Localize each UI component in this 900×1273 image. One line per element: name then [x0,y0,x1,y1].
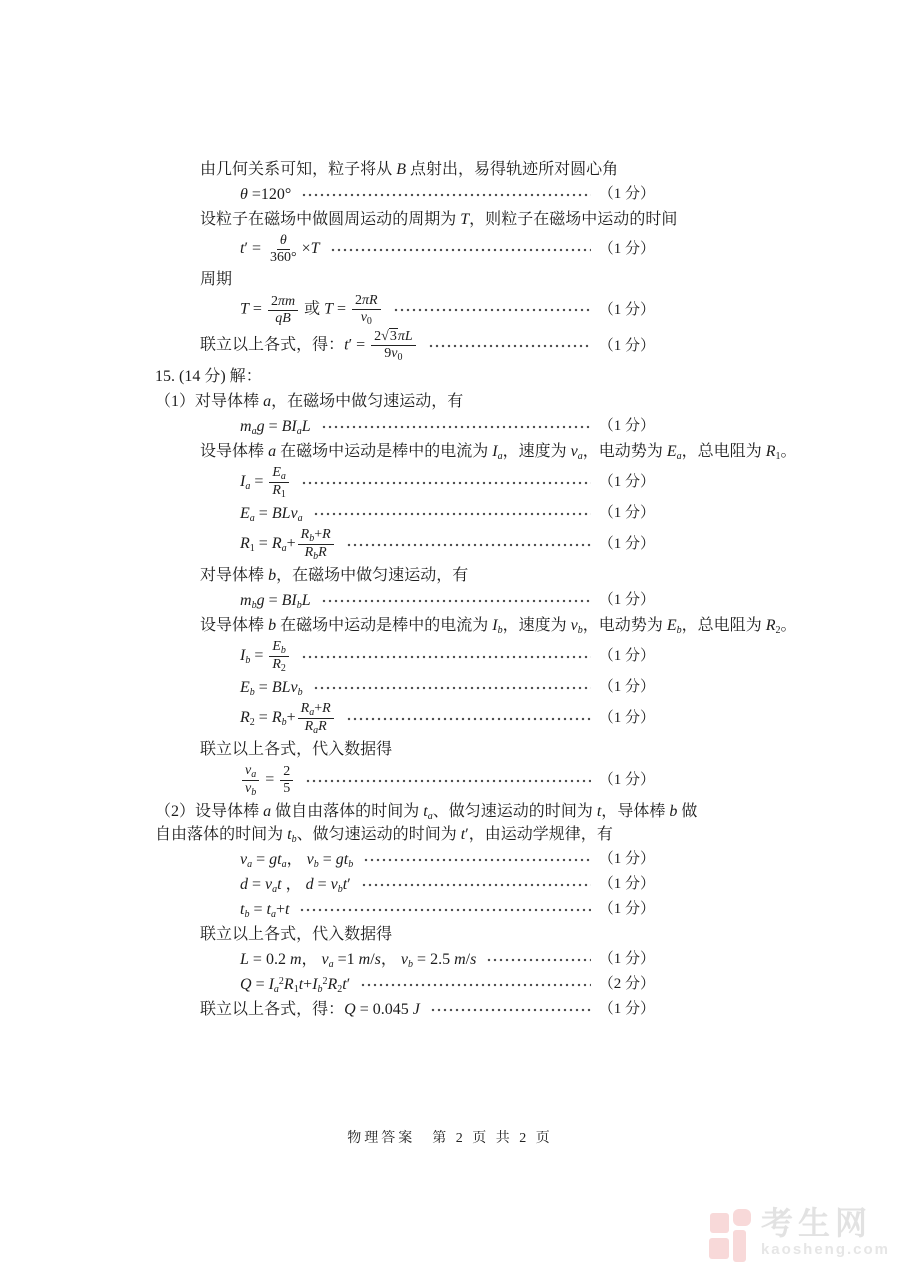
dot-leader [313,502,591,525]
score-label: （1 分） [598,186,655,202]
dot-leader [313,676,591,699]
formula-text: T = $\frac{2\pi m}{qB}$ 或 T = $\frac{2\pi R}{v_0}$ [240,293,383,327]
line-text: 由几何关系可知，粒子将从 B 点射出，易得轨迹所对圆心角 [200,161,619,178]
score-label: （1 分） [598,648,655,664]
watermark [709,1205,890,1263]
formula-text: $d = v_at$ ， $d = v_bt'$ [240,876,351,895]
formula-line [200,329,700,363]
formula-line [240,183,700,206]
kaosheng-logo-icon [709,1209,753,1263]
formula-text: $E_b = BLv_b$ [240,679,303,698]
question-heading [155,365,700,388]
formula-line [240,948,700,971]
formula-text: $\frac{v_a}{v_b}$ = $\frac{2}{5}$ [240,763,295,798]
formula-line [240,898,700,921]
formula-line [240,293,700,327]
dot-leader [299,898,590,921]
formula-text: 联立以上各式，得：Q = 0.045 J [200,1001,420,1018]
formula-text: $v_a = gt_a$， $v_b = gt_b$ [240,851,354,870]
paragraph-line [155,800,700,846]
score-label: （1 分） [598,241,655,257]
line-text: 周期 [200,271,233,288]
formula-text: $I_b$ = $\frac{E_b}{R_2}$ [240,639,291,674]
score-label: （1 分） [598,301,655,318]
score-label: （1 分） [598,418,655,434]
score-label: （1 分） [598,474,655,490]
watermark-domain: kaosheng.com [760,1241,890,1258]
page-footer: 物理答案 第 2 页 共 2 页 [347,1131,553,1146]
score-label: （2 分） [598,976,655,992]
score-label: （1 分） [598,901,655,917]
line-text: （2）设导体棒 a 做自由落体的时间为 $t_a$、做匀速运动的时间为 t，导体棒 b 做自由落体的时间为 $t_b$、做匀速运动的时间为 t′，由运动学规律，有 [155,803,698,845]
dot-leader [346,707,591,730]
dot-leader [393,299,591,322]
score-label: （1 分） [598,505,655,521]
dot-leader [301,471,591,494]
paragraph-line [200,440,797,463]
line-text: 联立以上各式，代入数据得 [200,926,393,943]
formula-line [240,763,700,798]
score-label: （1 分） [598,851,655,867]
dot-leader [321,415,591,438]
formula-line [240,415,700,438]
formula-text: $E_a = BLv_a$ [240,505,303,524]
dot-leader [428,335,591,358]
formula-text: $m_ag = BI_aL$ [240,418,311,437]
formula-text: L = 0.2 m， $v_a =1$ m/s， $v_b = 2.5$ m/s [240,951,477,970]
score-label: （1 分） [598,337,655,354]
dot-leader [361,873,591,896]
formula-line [200,998,700,1021]
formula-line [240,973,700,996]
line-text: 设粒子在磁场中做圆周运动的周期为 T，则粒子在磁场中运动的时间 [200,211,678,228]
dot-leader [486,948,590,971]
score-label: （1 分） [598,876,655,892]
formula-line [240,701,700,736]
formula-line [240,639,700,674]
formula-line [240,589,700,612]
score-label: （1 分） [598,772,655,788]
formula-line [240,527,700,562]
formula-text: $R_2 = R_b+$ $\frac{R_a+R}{R_aR}$ [240,701,336,736]
dot-leader [305,769,590,792]
paragraph-line [200,158,700,181]
paragraph-line [200,614,797,637]
dot-leader [301,183,590,206]
formula-text: t′ = $\frac{\theta}{360^\circ}$ ×T [240,233,320,265]
formula-line [240,233,700,266]
formula-line [240,502,700,525]
formula-line [240,873,700,896]
formula-line [240,465,700,500]
line-text: 对导体棒 b，在磁场中做匀速运动，有 [200,567,469,584]
dot-leader [363,848,591,871]
watermark-text [761,1205,890,1259]
line-text: 设导体棒 b 在磁场中运动是棒中的电流为 $I_b$，速度为 $v_b$，电动势为 $E_b$，总电阻为 $R_2$。 [200,617,797,636]
formula-text: $Q = I_a^2R_1t+I_b^2R_2t'$ [240,976,351,995]
formula-text: $t_b = t_a+t$ [240,901,290,920]
dot-leader [360,973,590,996]
paragraph-line [200,923,700,946]
paragraph-line [155,390,700,413]
dot-leader [430,998,591,1021]
formula-text: 联立以上各式，得：t′ = $\frac{2√3\pi L}{9v_0}$ [200,329,418,363]
paragraph-line [200,564,700,587]
paragraph-line [200,208,700,231]
formula-text: $I_a$ = $\frac{E_a}{R_1}$ [240,465,291,500]
paragraph-line [200,268,700,291]
score-label: （1 分） [598,710,655,726]
score-label: （1 分） [598,951,655,967]
dot-leader [330,238,591,261]
formula-text: $m_bg = BI_bL$ [240,592,311,611]
line-text: 设导体棒 a 在磁场中运动是棒中的电流为 $I_a$，速度为 $v_a$，电动势为 $E_a$，总电阻为 $R_1$。 [200,443,797,462]
dot-leader [321,589,591,612]
formula-line [240,848,700,871]
watermark-brand: 考生网 [760,1205,872,1241]
line-text: （1）对导体棒 a，在磁场中做匀速运动，有 [155,393,464,410]
dot-leader [346,533,591,556]
score-label: （1 分） [598,536,655,552]
score-label: （1 分） [598,679,655,695]
formula-text: $R_1 = R_a+$ $\frac{R_b+R}{R_bR}$ [240,527,336,562]
line-text: 15. (14 分) 解： [155,368,262,385]
formula-text: θ =120° [240,186,292,203]
score-label: （1 分） [598,1001,655,1017]
formula-line [240,676,700,699]
line-text: 联立以上各式，代入数据得 [200,741,393,758]
score-label: （1 分） [598,592,655,608]
paragraph-line [200,738,700,761]
dot-leader [301,645,591,668]
document-body [155,156,797,1023]
